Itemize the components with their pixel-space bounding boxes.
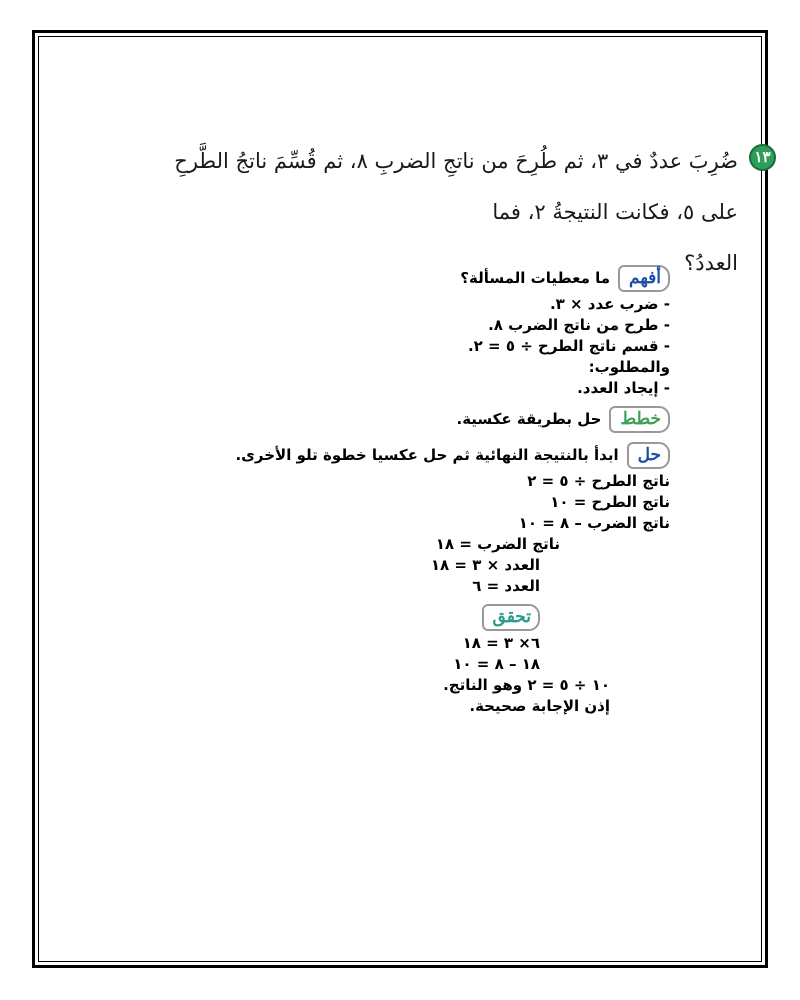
solve-header: [200, 439, 670, 471]
understand-tag: أفهم: [618, 265, 670, 292]
solve-step: العدد × ٣ = ١٨: [430, 556, 540, 574]
check-line: ١٠ ÷ ٥ = ٢ وهو الناتج.: [443, 676, 610, 694]
question-line-2: العددُ؟: [684, 251, 738, 275]
solve-step: ناتج الضرب – ٨ = ١٠: [518, 514, 670, 532]
solve-step: العدد = ٦: [472, 577, 540, 595]
understand-header: [200, 262, 670, 294]
question-line-1: ضُرِبَ عددٌ في ٣، ثم طُرِحَ من ناتجِ الضربِ ٨، ثم قُسِّمَ ناتجُ الطَّرحِ على ٥، فكانت النتيجةُ ٢، فما: [174, 149, 738, 224]
question-number: ١٣: [754, 148, 771, 166]
check-line: إذن الإجابة صحيحة.: [469, 697, 610, 715]
solve-intro: ابدأ بالنتيجة النهائية ثم حل عكسيا خطوة تلو الأخرى.: [235, 446, 619, 464]
solve-step: ناتج الطرح ÷ ٥ = ٢: [527, 472, 670, 490]
required-item: - إيجاد العدد.: [577, 379, 670, 397]
given-item: - قسم ناتج الطرح ÷ ٥ = ٢.: [467, 337, 670, 355]
solve-step: ناتج الطرح = ١٠: [550, 493, 670, 511]
check-line: ٦× ٣ = ١٨: [462, 634, 540, 652]
solve-tag: حل: [627, 442, 670, 469]
question-number-badge: [749, 144, 776, 171]
plan-header: [200, 403, 670, 435]
check-tag: تحقق: [482, 604, 540, 631]
given-item: - طرح من ناتج الضرب ٨.: [488, 316, 670, 334]
solution-worksheet: [200, 262, 670, 717]
required-label: والمطلوب:: [588, 358, 670, 376]
plan-text: حل بطريقة عكسية.: [456, 410, 602, 428]
solve-step: ناتج الضرب = ١٨: [435, 535, 560, 553]
plan-tag: خطط: [609, 406, 670, 433]
check-header: [200, 601, 670, 633]
check-line: ١٨ – ٨ = ١٠: [453, 655, 540, 673]
understand-heading: ما معطيات المسألة؟: [460, 269, 610, 287]
given-item: - ضرب عدد × ٣.: [549, 295, 670, 313]
